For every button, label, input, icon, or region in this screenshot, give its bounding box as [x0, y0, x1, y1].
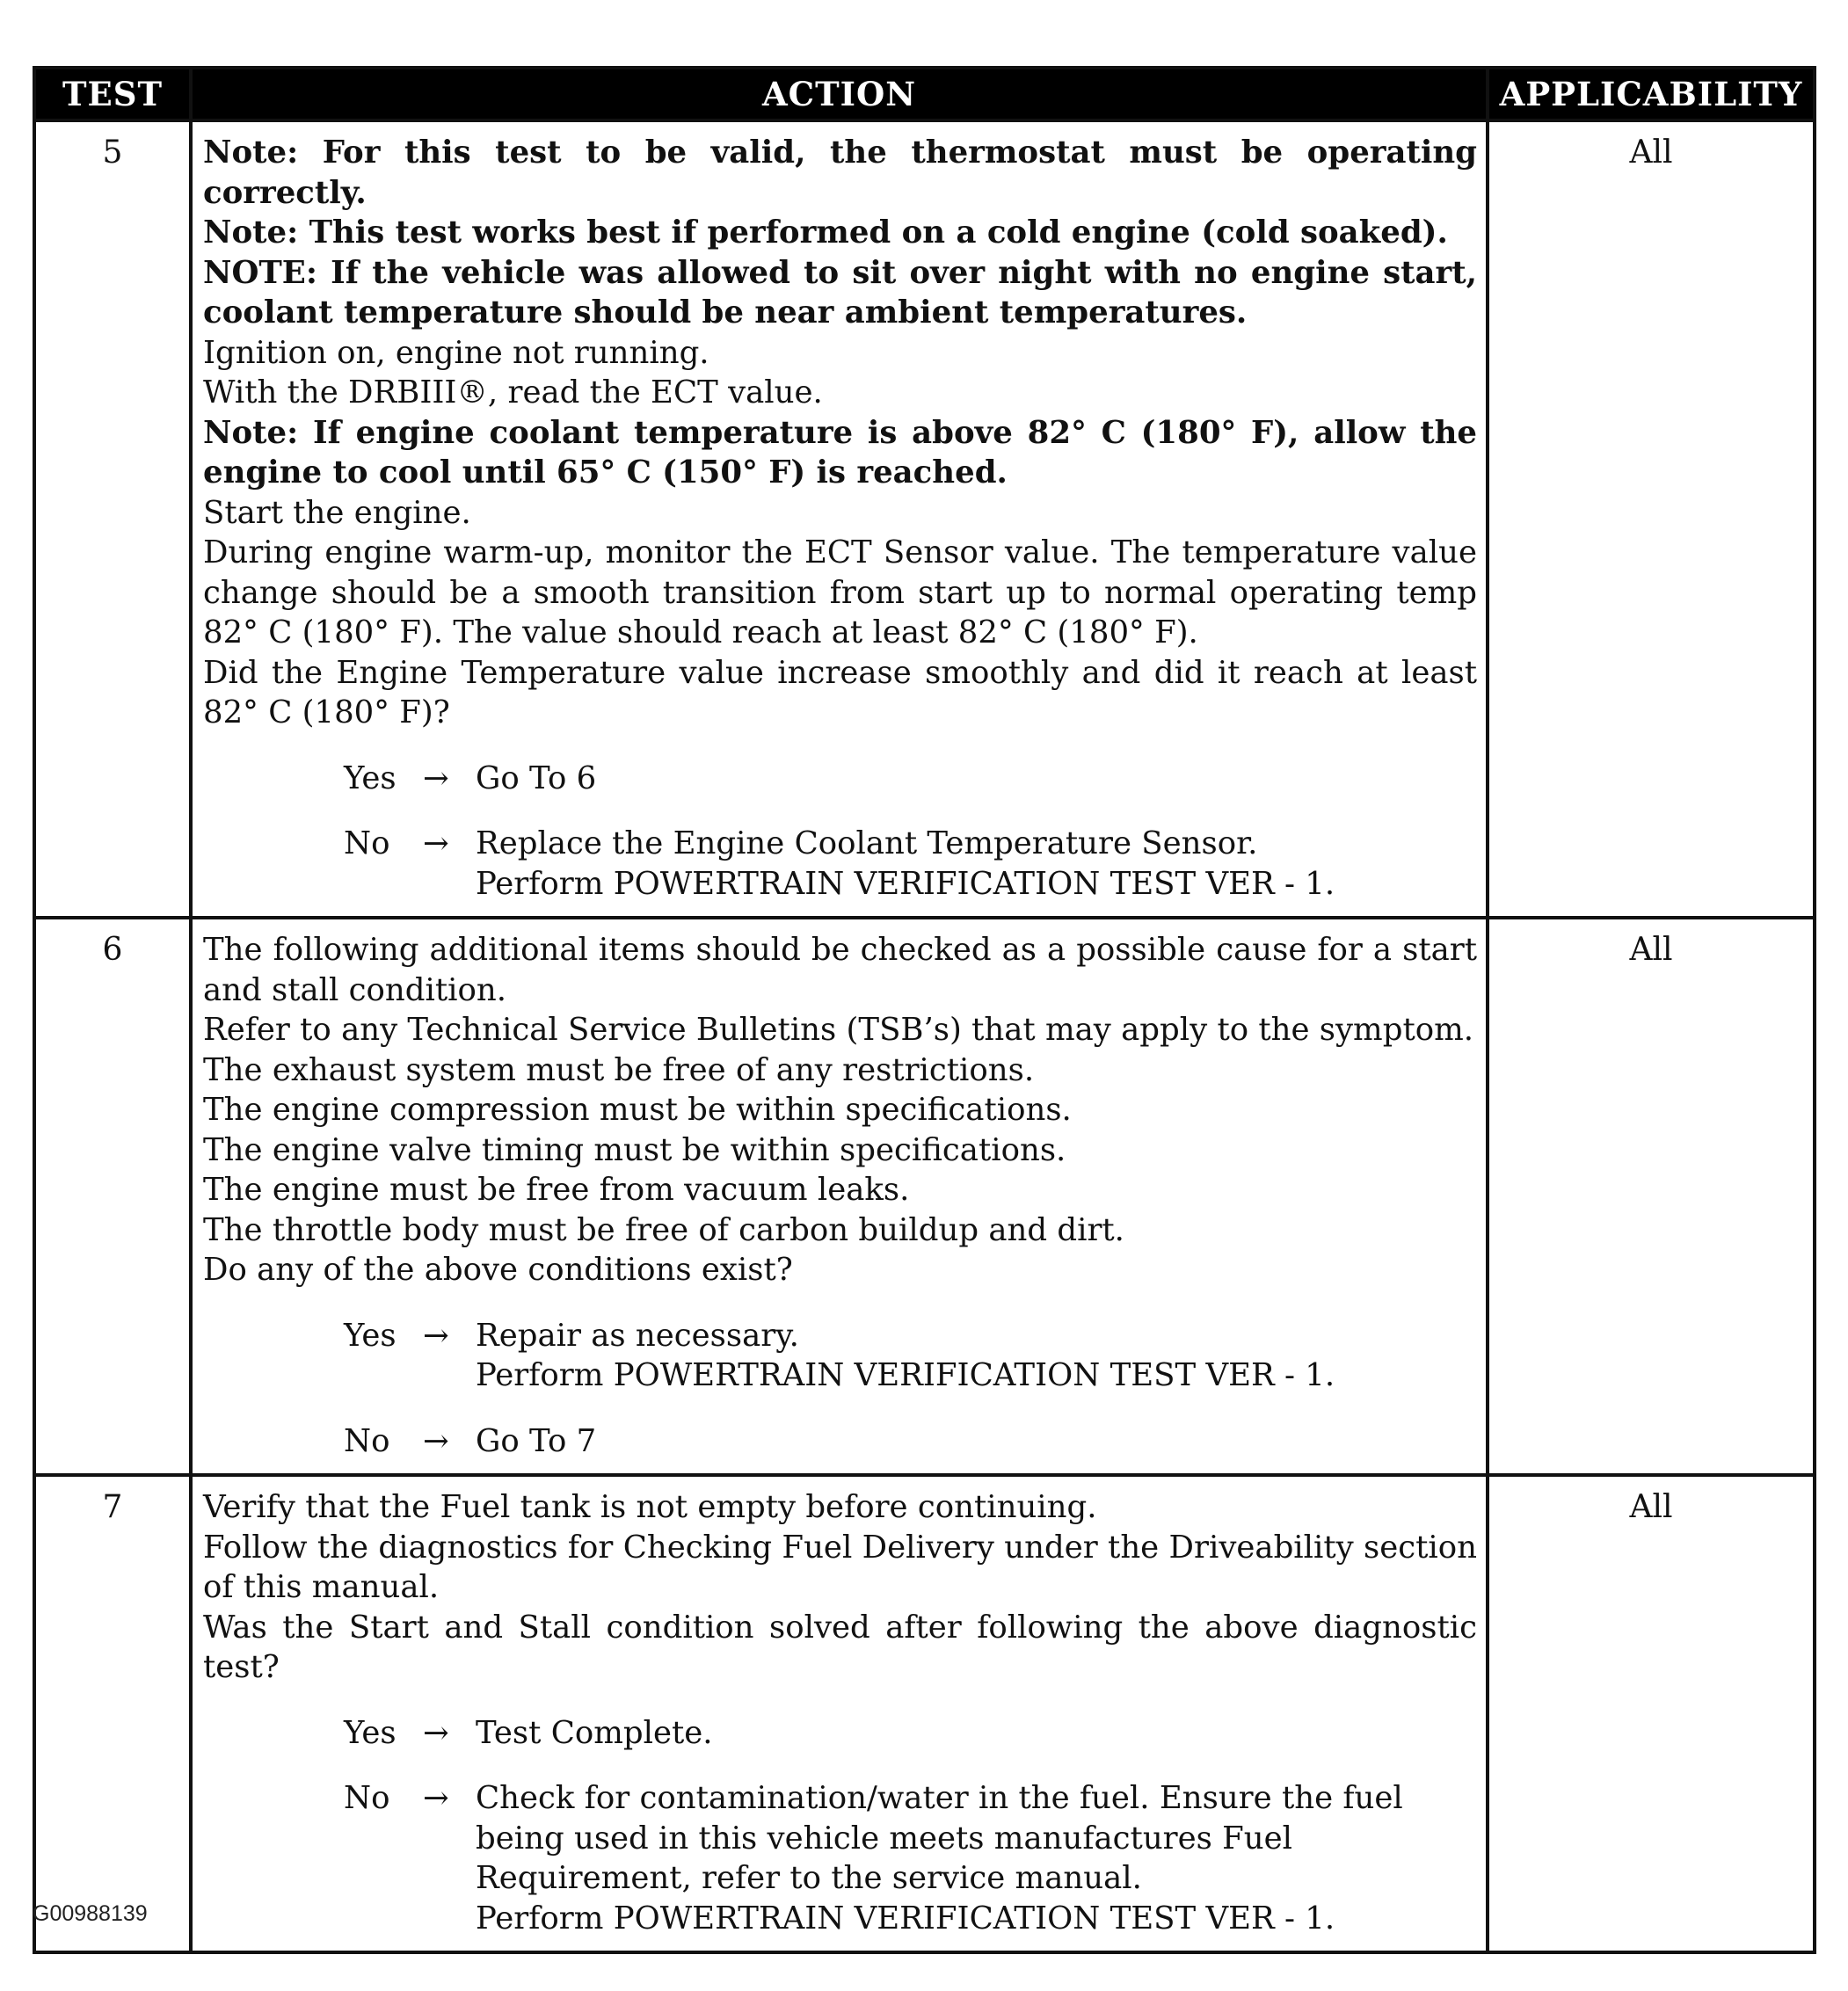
- answer-group: [203, 1713, 1477, 1939]
- result-line: Replace the Engine Coolant Temperature Sensor.: [476, 825, 1258, 861]
- instruction-line: Refer to any Technical Service Bulletins (TSB’s) that may apply to the symptom.: [203, 1012, 1474, 1048]
- instruction-line: During engine warm-up, monitor the ECT Sensor value. The temperature value change should be a smooth transition from start up to normal operating temp 82° C (180° F). The value should reach at least 82° C (180° F).: [203, 534, 1477, 650]
- instruction-line: The engine compression must be within specifications.: [203, 1092, 1072, 1128]
- header-row: [34, 68, 1815, 120]
- applicability-value: All: [1488, 918, 1815, 1475]
- header-test: TEST: [34, 68, 191, 120]
- table-row: [34, 918, 1815, 1475]
- applicability-value: All: [1488, 120, 1815, 918]
- no-result: [476, 1421, 1477, 1462]
- instruction-line: The exhaust system must be free of any restrictions.: [203, 1051, 1035, 1088]
- yes-answer: [344, 759, 1477, 799]
- instruction-line: The engine must be free from vacuum leaks.: [203, 1172, 910, 1208]
- arrow-icon: →: [423, 1714, 449, 1751]
- instruction-line: The following additional items should be checked as a possible cause for a start and stall condition.: [203, 932, 1477, 1008]
- table-row: [34, 1475, 1815, 1952]
- result-line: Check for contamination/water in the fuel. Ensure the fuel being used in this vehicle meets manufactures Fuel Requirement, refer to the service manual.: [476, 1780, 1403, 1896]
- result-line: Test Complete.: [476, 1714, 713, 1751]
- instruction-line: Follow the diagnostics for Checking Fuel Delivery under the Driveability section of this manual.: [203, 1529, 1477, 1605]
- instruction-line: Verify that the Fuel tank is not empty before continuing.: [203, 1489, 1097, 1525]
- header-applicability: APPLICABILITY: [1488, 68, 1815, 120]
- yes-result: [476, 1713, 1477, 1754]
- result-line: Repair as necessary.: [476, 1317, 799, 1354]
- yes-answer: [344, 1713, 1477, 1754]
- header-action: ACTION: [191, 68, 1488, 120]
- yes-result: [476, 1316, 1477, 1396]
- yes-label: Yes: [344, 759, 397, 796]
- instruction-line: The throttle body must be free of carbon buildup and dirt.: [203, 1211, 1124, 1248]
- yes-result: [476, 759, 1477, 799]
- note-line: Note: For this test to be valid, the thermostat must be operating correctly.: [203, 134, 1477, 211]
- no-label: No: [344, 825, 390, 861]
- no-answer: [344, 1778, 1477, 1938]
- note-line: Note: This test works best if performed on a cold engine (cold soaked).: [203, 214, 1448, 251]
- yes-label: Yes: [344, 1714, 397, 1751]
- no-result: [476, 824, 1477, 904]
- action-cell: [191, 1475, 1488, 1952]
- arrow-icon: →: [423, 759, 449, 796]
- no-answer: [344, 824, 1477, 904]
- figure-code: G00988139: [33, 1901, 148, 1926]
- no-answer: [344, 1421, 1477, 1462]
- test-number: 7: [34, 1475, 191, 1952]
- instruction-line: Was the Start and Stall condition solved after following the above diagnostic test?: [203, 1609, 1477, 1685]
- note-line: NOTE: If the vehicle was allowed to sit over night with no engine start, coolant temperature should be near ambient temperatures.: [203, 254, 1477, 331]
- instruction-line: Ignition on, engine not running.: [203, 334, 709, 371]
- no-label: No: [344, 1422, 390, 1459]
- answer-group: [203, 1316, 1477, 1462]
- instruction-line: The engine valve timing must be within specifications.: [203, 1131, 1066, 1168]
- instruction-line: With the DRBIII®, read the ECT value.: [203, 374, 823, 411]
- result-line: Perform POWERTRAIN VERIFICATION TEST VER - 1.: [476, 865, 1335, 902]
- test-number: 6: [34, 918, 191, 1475]
- arrow-icon: →: [423, 825, 449, 861]
- yes-label: Yes: [344, 1317, 397, 1354]
- instruction-line: Do any of the above conditions exist?: [203, 1252, 793, 1288]
- note-line: Note: If engine coolant temperature is above 82° C (180° F), allow the engine to cool until 65° C (150° F) is reached.: [203, 414, 1477, 490]
- result-line: Perform POWERTRAIN VERIFICATION TEST VER - 1.: [476, 1900, 1335, 1937]
- no-result: [476, 1778, 1477, 1938]
- instruction-line: Start the engine.: [203, 494, 471, 531]
- yes-answer: [344, 1316, 1477, 1396]
- arrow-icon: →: [423, 1317, 449, 1354]
- result-line: Perform POWERTRAIN VERIFICATION TEST VER - 1.: [476, 1357, 1335, 1393]
- no-label: No: [344, 1780, 390, 1816]
- table-body: [34, 120, 1815, 1952]
- diagnostic-table: [33, 66, 1816, 1954]
- action-cell: [191, 918, 1488, 1475]
- action-cell: [191, 120, 1488, 918]
- instruction-line: Did the Engine Temperature value increase smoothly and did it reach at least 82° C (180° F)?: [203, 654, 1477, 730]
- result-line: Go To 7: [476, 1422, 597, 1459]
- arrow-icon: →: [423, 1422, 449, 1459]
- answer-group: [203, 759, 1477, 905]
- applicability-value: All: [1488, 1475, 1815, 1952]
- test-number: 5: [34, 120, 191, 918]
- table-row: [34, 120, 1815, 918]
- result-line: Go To 6: [476, 759, 597, 796]
- arrow-icon: →: [423, 1780, 449, 1816]
